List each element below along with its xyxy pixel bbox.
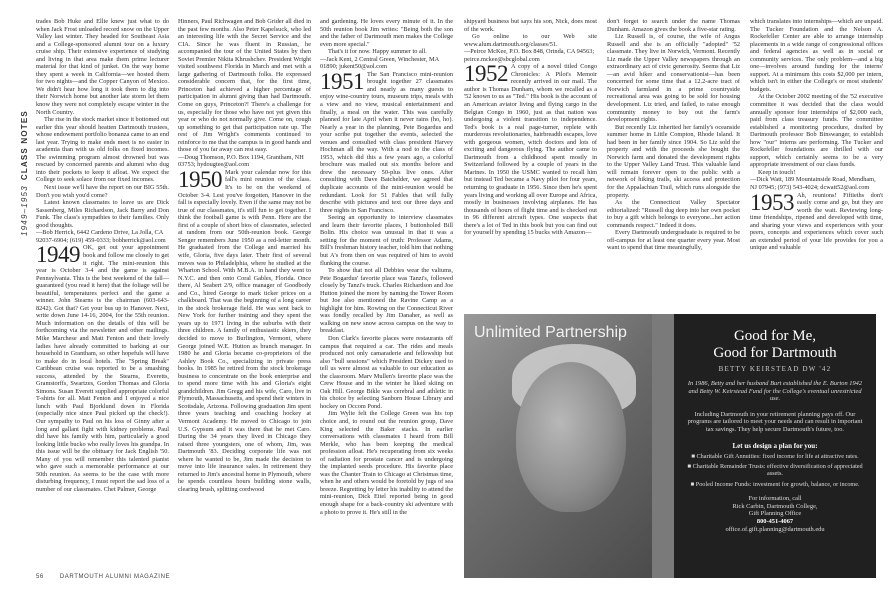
ad-subject-name: BETTY KEIRSTEAD DW '42 [718, 365, 832, 373]
paragraph: But recently Liz inherited her family's oceanside summer home in Little Compton, Rhode Island. It had been in her family since 1904. So Liz sold the property and with the proceeds she bought the Norwich farm and donated the development rights to the Upper Valley Land Trust. This valuable land will remain forever open to the public with a network of hiking trails, ski access and protection for the Appalachian Trail, which runs alongside the property. [607, 123, 740, 199]
ad-text-panel [674, 314, 876, 578]
ad-body-text: Including Dartmouth in your retirement planning pays off. Our programs are tailored to meet your needs and can result in important tax savings. They help secure Dartmouth's future, too. [687, 410, 863, 433]
ad-italic-caption: In 1986, Betty and her husband Burt established the E. Burton 1942 and Betty W. Keirstead Fund for the College's eventual unrestricted use. [687, 380, 863, 403]
signature: —Doug Thomson, P.O. Box 1194, Grantham, NH 03753; hydougtee@aol.com [178, 153, 304, 169]
paragraph: To show that not all Debbies wear the valiums, Pete Bogardus' favorite place was Tanzi's, followed closely by Tanzi's truck. Charles Richardson and Joe Hutton joined the more by naming the Tower Room but Joe also mentioned the Ravine Camp as a highlight for him. Rowing on the Connecticut River was fondly recalled by Jim Danaher, as well as walking on new snow across campus on the way to breakfast. [320, 267, 453, 335]
page-footer [36, 574, 170, 580]
section-label: CLASS NOTES [20, 110, 29, 181]
section-tag [8, 96, 29, 236]
paragraph: Go online to our Web site www.alum.dartmouth.org/classes/51. [464, 33, 597, 48]
paragraph: Every Dartmouth undergraduate is required to be off-campus for at least one quarter every year. Most want to spend that time meaningfully, [607, 229, 740, 252]
page-number: 56 [36, 574, 44, 580]
paragraph: Don Clark's favorite places were restaurants off campus that required a car. The rides and meals produced not only camaraderie and fellowship but also "bull sessions" which President Dickey used to tell us were almost as valuable to our education as the classroom. Marv Mullen's favorite place was the Crew House and in the winter he liked skiing on Oak Hill. George Bikle was cerebral and athletic in his choice by selecting Sanborn House Library and hockey on Occom Pond. [320, 334, 453, 410]
signature: —Peirce McKee, P.O. Box 848, Orinda, CA 94563; peirce.mckee@sbcglobal.com [464, 48, 595, 63]
ad-phone[interactable]: 800-451-4067 [756, 517, 794, 525]
paragraph: which translates into internships—which are unpaid. The Tucker Foundation and the Nelson A. Rockefeller Center are able to arrange internship placements in a wide range of congressional offices and federal agencies as well as in social or community services. The only problem—and a big one—involves around funding for the interns' support. At a minimum this costs $2,000 per intern, which isn't in either the College's or most students' budgets. [750, 18, 883, 93]
column-3 [320, 18, 453, 566]
paragraph: A copy of a novel titled Congo Chronicles: A Pilot's Memoir recently arrived in our mail. The author is Thomas Dunham, whom we recalled as a '52 known to us as "Ted." His book is the account of an American aviator living and flying cargo in the Belgian Congo in 1960, just as that nation was undergoing a violent transition to independence. Ted's book is a real page-turner, replete with murderous revolutionaries, hairbreadth escapes, love with gorgeous women, witch doctors and lots of exciting and dangerous flying. The author came to Dartmouth from a childhood spent mostly in Switzerland followed by a couple of years in the Marines. In 1950 the USMC wanted to recall him but instead Ted became a Navy pilot for four years, returning to graduate in 1956. Since then he's spent years living and working all over Europe and Africa, mostly in businesses involving airplanes. He has thousands of hours of flight time and is checked out in 96 different aircraft types. One suspects that there's a lot of Ted in this book but you can find out for yourself by spending 15 bucks with Amazon— [464, 63, 597, 237]
ad-headline-line-2: Good for Dartmouth [713, 345, 837, 361]
paragraph: That's it for now. Happy summer to all. [328, 48, 427, 56]
paragraph: Latest known classmates to leave us are Dick Sassenberg, Miles Richardson, Jack Barry and Don Funk. The class's sympathies to their families. Only good thoughts. [36, 199, 169, 229]
paragraph: As the Connecticut Valley Spectator editorialized: "Russell dug deep into her own pocket to buy a gift which belongs to everyone...her action commands respect." Indeed it does. [607, 199, 740, 229]
ad-contact-line: For information, call [748, 495, 802, 503]
ad-photo-title: Unlimited Partnership [474, 324, 627, 341]
paragraph: Mark your calendar now for this fall's mini reunion of the class. It's to be on the weekend of October 3-4. Lest you've forgotten, Hanover in the fall is especially lovely. Even if the same may not be true of our classmates, it's still fun to get together. I think the football game is with Penn. Here are the first of a couple of short bios of classmates, selected at random from our 50th-reunion book. George Senger remembers June 1950 as a red-letter month. He graduated from the College and married his wife, Gloria, five days later. Their first of several moves was to Philadelphia, where he studied at the Wharton School. With M.B.A. in hand they went to N.Y.C. and then onto Coral Gables, Florida. Once there, Al Seabert 2/9, office manager of Goodbody and Co., hired George to mark ticker prices on a chalkboard. That was the beginning of a long career in the stock brokerage field. He was sent back to New York for further training and they spent the years up to 1971 living in the suburbs with their three children. A family of enthusiastic skiers, they decided to move to Burlington, Vermont, where George joined W.E. Hutton as branch manager. In 1980 he and Gloria became co-proprietors of the Ashley Book Co., specializing in private press books. In 1985 he retired from the stock brokerage business to concentrate on the book enterprise and to spend more time with his and Gloria's eight grandchildren. Jim Gregg and his wife, Caro, live in Plymouth, Massachusetts, and spend their winters in Scottsdale, Arizona. Following graduation Jim spent three years teaching and coaching hockey at Vermont Academy. He moved to Chicago to join U.S. Gypsum and it was there that he met Caro. During the 34 years they lived in Chicago they raised three youngsters, one of whom, Jim, was Dartmouth '83. Deciding corporate life was not where he wanted to be, Jim made the decision to move into life insurance sales. In retirement they returned to Jim's ancestral home in Plymouth, where he spends countless hours building stone walls, clearing brush, splitting cordwood [178, 168, 311, 493]
paragraph: Next issue we'll have the report on our BIG 55th. Don't you wish you'd come? [36, 184, 169, 199]
paragraph: At the October 2002 meeting of the '52 executive committee it was decided that the class would annually sponsor four internships of $2,000 each, paid from class treasury funds. The committee established a monitoring procedure, drafted by Dartmouth professor Bob Binswanger, to establish how "our" interns are performing. The Tucker and Rockefeller foundations are thrilled with our support, which certainly seems to be a very appropriate investment of our class funds. [750, 93, 883, 169]
column-4 [464, 18, 597, 310]
ad-headline-line-1: Good for Me, [733, 328, 817, 344]
ad-bullet: ■ Pooled Income Funds: investment for growth, balance, or income. [690, 480, 860, 488]
gift-planning-advertisement [464, 314, 876, 578]
photo-face-shape [516, 362, 626, 512]
paragraph: The San Francisco mini-reunion brought together 27 classmates and nearly as many guests to enjoy wine-country tours, museum trips, meals with a view and no view, musical entertainment and finally, a meal on the water. This was carefully planned for late April when it never rains (ho, ho). Nearly a year in the planning, Pete Bogardus and your scribe put together the events, selected the venues and consulted with class president Harvey Hochman all the way. With a nod to the class of 1953, which did this a few years ago, a colorful brochure was mailed out six months before and drew the necessary 50-plus live ones. After consulting with Dave Batchelder, we agreed that duplicate accounts of the mini-reunion would be redundant. Look for 51 Fables that will fully describe with pictures and text our three days and three nights in San Francisco. [320, 70, 453, 214]
ad-bullet: ■ Charitable Remainder Trusts: effective diversification of appreciated assets. [687, 462, 863, 478]
class-year-heading: 1952 [464, 61, 508, 87]
paragraph: Seeing an opportunity to interview classmates and learn their favorite places, I buttonholed Bill Bolin. His choice was unusual in that it was a setting for the moment of truth: Professor Adams, Bill's freshman history teacher, told him that nothing but A's from then on was required of him to avoid flunking the course. [320, 214, 453, 267]
paragraph: and gardening. He loves every minute of it. In the 50th reunion book Jim writes: "Being both the son and the father of Dartmouth men makes the College even more special." [320, 18, 453, 48]
class-year-heading: 1951 [320, 68, 364, 94]
class-year-heading: 1949 [36, 242, 80, 268]
magazine-name: DARTMOUTH ALUMNI MAGAZINE [59, 574, 171, 580]
signature: —Jack Kent, 2 Central Green, Winchester, MA 01890; jukent50@aol.com [320, 55, 439, 71]
paragraph: Hinners, Paul Richwagen and Bob Grider all died in the past few months. Also Peter Kapelsuck, who led an interesting life with the Secret Service and the CIA. Since he was fluent in Russian, he accompanied the tour of the United States by then Soviet Premier Nikita Khrushchev. President Wright visited southwest Florida in March and met with a large gathering of Dartmouth folks. He expressed considerable concern that, for the first time, Princeton had achieved a higher percentage of participation in alumni giving than had Dartmouth. Come on guys, Princeton?! There's a challenge for us, especially for those who have not yet given this year or who do not normally give. Come on, cough up something to get that participation rate up. The rest of Jim Wright's comments continued to reinforce to me that the campus is in good hands and those of you far away can rest easy. [178, 18, 311, 154]
ad-list-heading: Let us design a plan for you: [732, 441, 818, 450]
signature: —Bob Herrick, 6442 Cardeno Drive, La Jolla, CA 92037-6904; (619) 459-0333; bobherrick@aol.com [36, 229, 166, 244]
paragraph: Ah, reunions! Fiftieths don't easily come and go, but they are worth the wait. Reviewing long-time friendships, ripened and developed with time, and sharing your views and experiences with your peers, concepts and experiences which cover such an extended period of your life provides for you a unique and valuable [750, 191, 883, 252]
paragraph: The rise in the stock market since it bottomed out earlier this year should heatten Dartmouth trustees, whose endowment portfolio bonanza came to an end last year. Trying to make ends meet is no easier in academia than with us old folks on fixed incomes. The swimming program almost drowned but was rescued by concerned parents and alumni who dug into their pockets to keep it afloat. We expect the College to seek solace from our fixed incomes. [36, 116, 169, 184]
class-year-heading: 1953 [750, 189, 794, 215]
section-years: 1949–1953 [20, 185, 29, 236]
signature: —Dick Watt, 189 Mountainside Road, Mendham, NJ 07945; (973) 543-4024; dcwatt52@aol.com [750, 176, 876, 192]
ad-photo [464, 314, 652, 578]
paragraph: Liz Russell is, of course, the wife of Angus Russell and she is an officially "adopted" '52 classmate. They live in Norwich, Vermont. Recently Liz made the Upper Valley newspapers through an extraordinary act of civic generosity. Seems that Liz—an avid hiker and conservationist—has been concerned for some time that a 12.2-acre tract of Norwich farmland in a prime countryside recreational area was going to be sold for housing development. Liz tried, and failed, to raise enough community money to buy out the farm's development rights. [607, 33, 740, 124]
paragraph: trades Bob Huke and Ellie knew just what to do when Jack Frost unloaded record snow on the Upper Valley last winter. They headed for Southeast Asia and a College-sponsored alumni tour on a luxury cruise ship. Their extensive experience of studying and living in that area make them prime lecturer material for that kind of junket. On the way home they spent a week in California—we hosted them for two nights—and the Copper Canyon of Mexico. We didn't hear how long it took them to dig into their Norwich home but another late storm let them know they were not completely escape winter in the North Country. [36, 18, 169, 116]
ad-contact-line: Rick Carbin, Dartmouth College, [732, 502, 818, 510]
paragraph: Jim Wylie felt the College Green was his top choice and, to round out the reunion group, Dave King selected the Baker stacks. In earlier conversations with classmates I heard from Bill Merkle, who has been keeping the medical profession afloat. He's recuperating from six weeks of radiation for prostate cancer and is undergoing the implanted seeds procedure. His favorite place was the Chanter Train to Chicago at Christmas time, when he and others would be foretold by jugs of sea breeze. Regretting by letter his inability to attend the mini-reunion, Dick Eitel reported being in good enough shape for a back-country ski adventure with a photo to prove it. He's still in the [320, 410, 453, 516]
column-1 [36, 18, 169, 566]
paragraph: don't forget to search under the name Thomas Dunham. Amazon gives the book a five-star rating. [607, 18, 740, 33]
column-2 [178, 18, 311, 566]
ad-bullet: ■ Charitable Gift Annuities: fixed income for life at attractive rates. [691, 452, 859, 460]
column-5 [607, 18, 740, 310]
ad-contact [674, 495, 876, 533]
paragraph: shipyard business but says his son, Nick, does most of the work. [464, 18, 597, 33]
class-year-heading: 1950 [178, 166, 222, 192]
paragraph: OK, get out your appointment book and follow me closely to get it right. The mini-reunion this year is October 3-4 and the game is against Pennsylvania. This is the best weekend of the fall—guaranteed (you read it here) that the foliage will be beautiful, temperatures perfect and the game a winner. John Stearns is the chairman (603-643-8242). Got that? Get your bus up to Hanover. Next, write down June 14-16, 2004, for the 55th reunion. Much information on the details of this will be forthcoming via the newsletter and other mailings. Mike Marchese and Matt Fenton and their lovely ladies have already committed to barking at our household in Grantham, so other hopefuls will have to make do in local hotels. The "Spring Break" Caribbean cruise was reported to be a smashing success, attended by the Stearns, Everetts, Gramstorffs, Swartzes, Gordon Thomas and Gloria Simons. Susan Everett supplied appropriate colorful T-shirts for all. Matt Fenton and I enjoyed a nice lunch with Paul Bjorklund down in Florida (especially nice since Paul picked up the check!). Our sympathy to Paul on his loss of Ginny after a long and gallant fight with kidney problems. Paul did have his family with him, particularly a good looking little bucko who really loves his grandpa. In this issue will be the obituary for Jack English '50. Many of you will remember this talented pianist who gave such a memorable performance at our 50th reunion. As seems to be the case with more disturbing frequency, I must report the sad loss of a number of our classmates. Chet Palmer, George [36, 244, 169, 493]
ad-contact-line: Gift Planning Office [748, 510, 802, 518]
paragraph: Keep in touch! [758, 168, 796, 176]
ad-email-link[interactable]: office.of.gift.planning@dartmouth.edu [725, 525, 825, 533]
